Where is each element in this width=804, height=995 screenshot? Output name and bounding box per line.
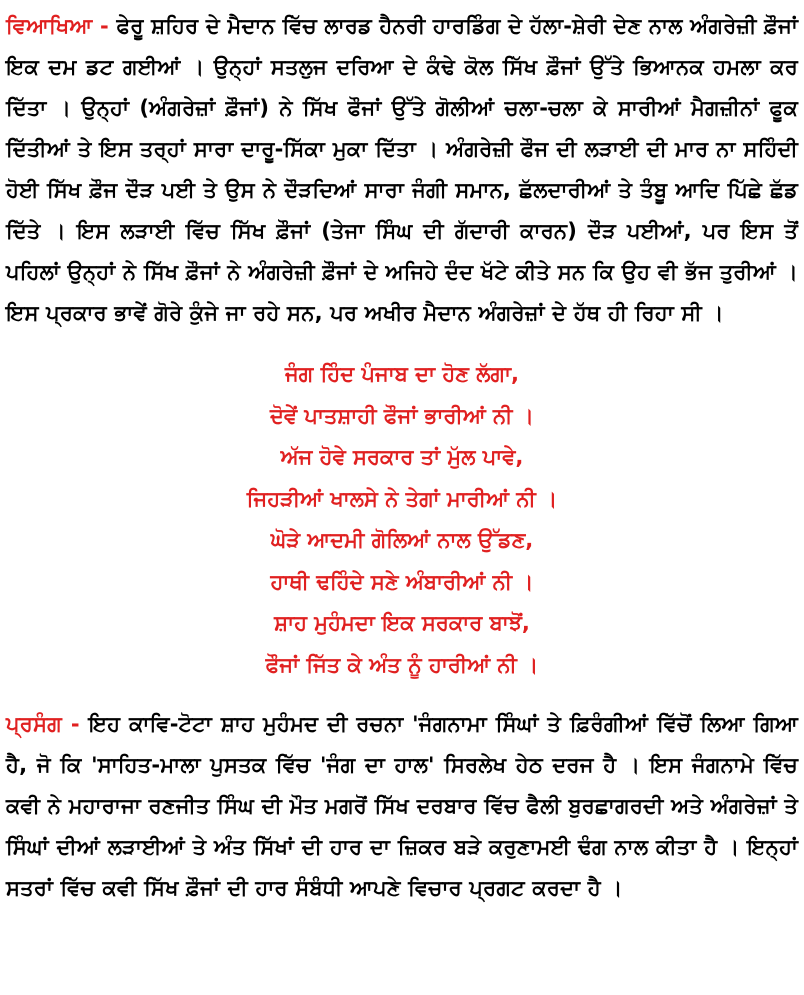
verse-block: [6, 354, 798, 686]
verse-line: ਫੌਜਾਂ ਜਿੱਤ ਕੇ ਅੰਤ ਨੂੰ ਹਾਰੀਆਂ ਨੀ ।: [265, 652, 539, 677]
verse-line: ਅੱਜ ਹੋਵੇ ਸਰਕਾਰ ਤਾਂ ਮੁੱਲ ਪਾਵੇ,: [280, 445, 524, 469]
explanation-text: ਫੇਰੂ ਸ਼ਹਿਰ ਦੇ ਮੈਦਾਨ ਵਿੱਚ ਲਾਰਡ ਹੈਨਰੀ ਹਾਰਡਿੰਗ ਦੇ ਹੱਲਾ-ਸ਼ੇਰੀ ਦੇਣ ਨਾਲ ਅੰਗਰੇਜ਼ੀ ਫ਼ੌਜਾਂ ਇਕ ਦਮ ਡਟ ਗਈਆਂ । ਉਨ੍ਹਾਂ ਸਤਲੁਜ ਦਰਿਆ ਦੇ ਕੰਢੇ ਕੋਲ ਸਿੱਖ ਫ਼ੌਜਾਂ ਉੱਤੇ ਭਿਆਨਕ ਹਮਲਾ ਕਰ ਦਿੱਤਾ । ਉਨ੍ਹਾਂ (ਅੰਗਰੇਜ਼ਾਂ ਫ਼ੌਜਾਂ) ਨੇ ਸਿੱਖ ਫੌਜਾਂ ਉੱਤੇ ਗੋਲੀਆਂ ਚਲਾ-ਚਲਾ ਕੇ ਸਾਰੀਆਂ ਮੈਗਜ਼ੀਨਾਂ ਫੂਕ ਦਿੱਤੀਆਂ ਤੇ ਇਸ ਤਰ੍ਹਾਂ ਸਾਰਾ ਦਾਰੂ-ਸਿੱਕਾ ਮੁਕਾ ਦਿੱਤਾ । ਅੰਗਰੇਜ਼ੀ ਫੌਜ ਦੀ ਲੜਾਈ ਦੀ ਮਾਰ ਨਾ ਸਹਿੰਦੀ ਹੋਈ ਸਿੱਖ ਫ਼ੌਜ ਦੌੜ ਪਈ ਤੇ ਉਸ ਨੇ ਦੌੜਦਿਆਂ ਸਾਰਾ ਜੰਗੀ ਸਮਾਨ, ਛੱਲਦਾਰੀਆਂ ਤੇ ਤੰਬੂ ਆਦਿ ਪਿੱਛੇ ਛੱਡ ਦਿੱਤੇ । ਇਸ ਲੜਾਈ ਵਿੱਚ ਸਿੱਖ ਫ਼ੌਜਾਂ (ਤੇਜਾ ਸਿੰਘ ਦੀ ਗੱਦਾਰੀ ਕਾਰਨ) ਦੌੜ ਪਈਆਂ, ਪਰ ਇਸ ਤੋਂ ਪਹਿਲਾਂ ਉਨ੍ਹਾਂ ਨੇ ਸਿੱਖ ਫ਼ੌਜਾਂ ਨੇ ਅੰਗਰੇਜ਼ੀ ਫ਼ੌਜਾਂ ਦੇ ਅਜਿਹੇ ਦੰਦ ਖੱਟੇ ਕੀਤੇ ਸਨ ਕਿ ਉਹ ਵੀ ਭੱਜ ਤੁਰੀਆਂ । ਇਸ ਪ੍ਰਕਾਰ ਭਾਵੇਂ ਗੋਰੇ ਕੁੰਜੇ ਜਾ ਰਹੇ ਸਨ, ਪਰ ਅਖੀਰ ਮੈਦਾਨ ਅੰਗਰੇਜ਼ਾਂ ਦੇ ਹੱਥ ਹੀ ਰਿਹਾ ਸੀ ।: [6, 14, 798, 325]
explanation-label: ਵਿਆਖਿਆ -: [6, 14, 109, 38]
verse-line: ਘੋੜੇ ਆਦਮੀ ਗੋਲਿਆਂ ਨਾਲ ਉੱਡਣ,: [270, 528, 534, 552]
verse-line: ਦੋਵੇਂ ਪਾਤਸ਼ਾਹੀ ਫੌਜਾਂ ਭਾਰੀਆਂ ਨੀ ।: [270, 403, 534, 428]
verse-line: ਜਿਹੜੀਆਂ ਖਾਲਸੇ ਨੇ ਤੇਗਾਂ ਮਾਰੀਆਂ ਨੀ ।: [246, 486, 558, 511]
verse-line: ਹਾਥੀ ਢਹਿੰਦੇ ਸਣੇ ਅੰਬਾਰੀਆਂ ਨੀ ।: [270, 569, 534, 594]
context-text: ਇਹ ਕਾਵਿ-ਟੋਟਾ ਸ਼ਾਹ ਮੁਹੰਮਦ ਦੀ ਰਚਨਾ 'ਜੰਗਨਾਮਾ ਸਿੰਘਾਂ ਤੇ ਫ਼ਿਰੰਗੀਆਂ ਵਿੱਚੋਂ ਲਿਆ ਗਿਆ ਹੈ, ਜੋ ਕਿ 'ਸਾਹਿਤ-ਮਾਲਾ ਪੁਸਤਕ ਵਿੱਚ 'ਜੰਗ ਦਾ ਹਾਲ' ਸਿਰਲੇਖ ਹੇਠ ਦਰਜ ਹੈ । ਇਸ ਜੰਗਨਾਮੇ ਵਿੱਚ ਕਵੀ ਨੇ ਮਹਾਰਾਜਾ ਰਣਜੀਤ ਸਿੰਘ ਦੀ ਮੌਤ ਮਗਰੋਂ ਸਿੱਖ ਦਰਬਾਰ ਵਿੱਚ ਫੈਲੀ ਬੁਰਛਾਗਰਦੀ ਅਤੇ ਅੰਗਰੇਜ਼ਾਂ ਤੇ ਸਿੰਘਾਂ ਦੀਆਂ ਲੜਾਈਆਂ ਤੇ ਅੰਤ ਸਿੱਖਾਂ ਦੀ ਹਾਰ ਦਾ ਜ਼ਿਕਰ ਬੜੇ ਕਰੁਣਾਮਈ ਢੰਗ ਨਾਲ ਕੀਤਾ ਹੈ । ਇਨ੍ਹਾਂ ਸਤਰਾਂ ਵਿੱਚ ਕਵੀ ਸਿੱਖ ਫ਼ੌਜਾਂ ਦੀ ਹਾਰ ਸੰਬੰਧੀ ਆਪਣੇ ਵਿਚਾਰ ਪ੍ਰਗਟ ਕਰਦਾ ਹੈ ।: [6, 712, 799, 900]
context-paragraph: [6, 704, 798, 909]
context-label: ਪ੍ਰਸੰਗ -: [6, 712, 80, 736]
verse-line: ਸ਼ਾਹ ਮੁਹੰਮਦਾ ਇਕ ਸਰਕਾਰ ਬਾਝੋਂ,: [274, 611, 530, 635]
explanation-paragraph: [6, 6, 798, 334]
verse-line: ਜੰਗ ਹਿੰਦ ਪੰਜਾਬ ਦਾ ਹੋਣ ਲੱਗਾ,: [284, 362, 520, 386]
